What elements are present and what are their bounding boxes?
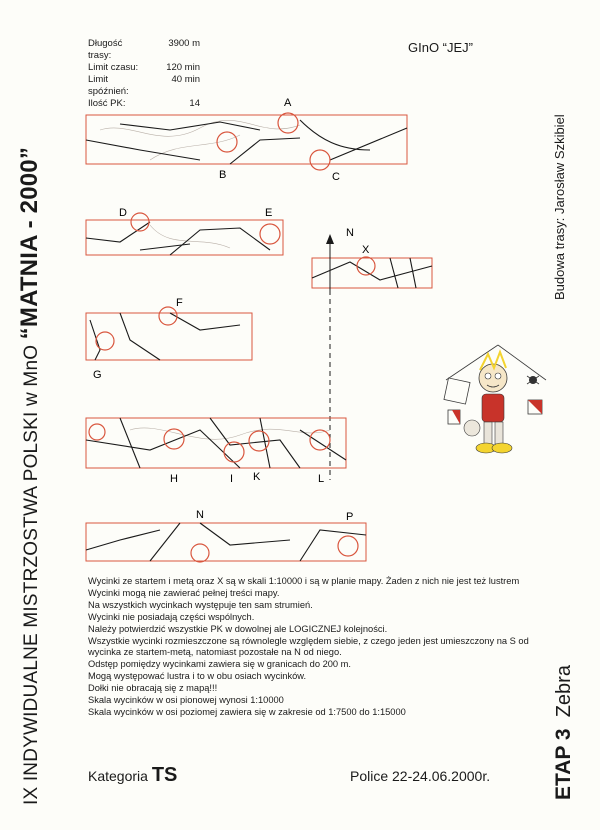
instruction-line: Skala wycinków w osi pionowej wynosi 1:10000 xyxy=(88,695,284,706)
stage xyxy=(552,665,576,800)
map-fragment-np xyxy=(86,523,366,562)
control-label-f: F xyxy=(176,297,183,309)
instruction-line: Wycinki nie posiadają części wspólnych. xyxy=(88,611,255,622)
control-label-p: P xyxy=(346,511,354,523)
course-author: Budowa trasy: Jarosław Szkibiel xyxy=(552,114,567,300)
map-fragment-hikl xyxy=(86,418,346,468)
instructions xyxy=(88,576,543,719)
map-fragment-de xyxy=(86,213,283,255)
late-limit-row: Limit spóźnień: 40 min xyxy=(88,74,200,97)
control-label-k: K xyxy=(253,471,261,483)
control-g-circle xyxy=(96,332,114,350)
instruction-line: Odstęp pomiędzy wycinkami zawiera się w granicach do 200 m. xyxy=(88,659,352,670)
control-label-g: G xyxy=(93,369,102,381)
control-label-d: D xyxy=(119,207,127,219)
instruction-line: Na wszystkich wycinkach występuje ten sam strumień. xyxy=(88,599,313,610)
instruction-line: Skala wycinków w osi poziomej zawiera się w zakresie od 1:7500 do 1:15000 xyxy=(88,706,406,717)
control-label-c: C xyxy=(332,171,340,183)
instruction-line: Mogą występować lustra i to w obu osiach wycinków. xyxy=(88,671,307,682)
mascot-illustration xyxy=(438,340,553,465)
map-fragment-abc xyxy=(86,113,407,170)
place-date: Police 22-24.06.2000r. xyxy=(350,768,491,784)
category-label: Kategoria xyxy=(88,768,152,784)
course-length-row: Długość trasy: 3900 m xyxy=(88,38,200,61)
time-limit-row: Limit czasu: 120 min xyxy=(88,62,200,73)
control-label-b: B xyxy=(219,169,227,181)
stage-label: ETAP 3 xyxy=(552,728,575,800)
control-label-i: I xyxy=(230,473,234,485)
control-label-e: E xyxy=(265,207,273,219)
control-label-n: N xyxy=(196,509,204,521)
stage-name: Zebra xyxy=(553,665,575,718)
category-value: TS xyxy=(151,764,178,786)
north-label: N xyxy=(346,227,354,239)
control-label-a: A xyxy=(284,97,292,109)
championship-name: IX INDYWIDUALNE MISTRZOSTWA POLSKI w MnO xyxy=(21,339,42,805)
control-h-circle xyxy=(164,429,184,449)
control-label-l: L xyxy=(318,473,325,485)
control-c-circle xyxy=(310,150,330,170)
instruction-line: Wycinki mogą nie zawierać pełnej treści mapy. xyxy=(88,587,280,598)
instruction-line: Dołki nie obracają się z mapą!!! xyxy=(88,683,218,694)
club-name: GInO “JEJ” xyxy=(408,40,474,55)
control-label-x: X xyxy=(362,244,370,256)
instruction-line: Należy potwierdzić wszystkie PK w dowolnej ale LOGICZNEJ kolejności. xyxy=(88,623,388,634)
map-fragment-fg xyxy=(86,307,252,360)
control-l-circle xyxy=(310,430,330,450)
control-a-circle xyxy=(278,113,298,133)
category xyxy=(88,764,177,787)
event-name: “MATNIA - 2000” xyxy=(16,146,43,340)
control-e-circle xyxy=(260,224,280,244)
instruction-line: Wycinki ze startem i metą oraz X są w skali 1:10000 i są w planie mapy. Żaden z nich nie jest też lustrem xyxy=(88,576,520,586)
controls-count-row: Ilość PK: 14 xyxy=(88,98,200,109)
control-n-circle xyxy=(191,544,209,562)
instruction-line: Wszystkie wycinki rozmieszczone są równolegle względem siebie, z czego jeden jest umieszczony na S od wycinka ze startem-metą, natomiast pozostałe na N od niego. xyxy=(88,635,529,658)
control-start-circle xyxy=(89,424,105,440)
control-x-circle xyxy=(357,257,375,275)
control-p-circle xyxy=(338,536,358,556)
control-label-h: H xyxy=(170,473,178,485)
